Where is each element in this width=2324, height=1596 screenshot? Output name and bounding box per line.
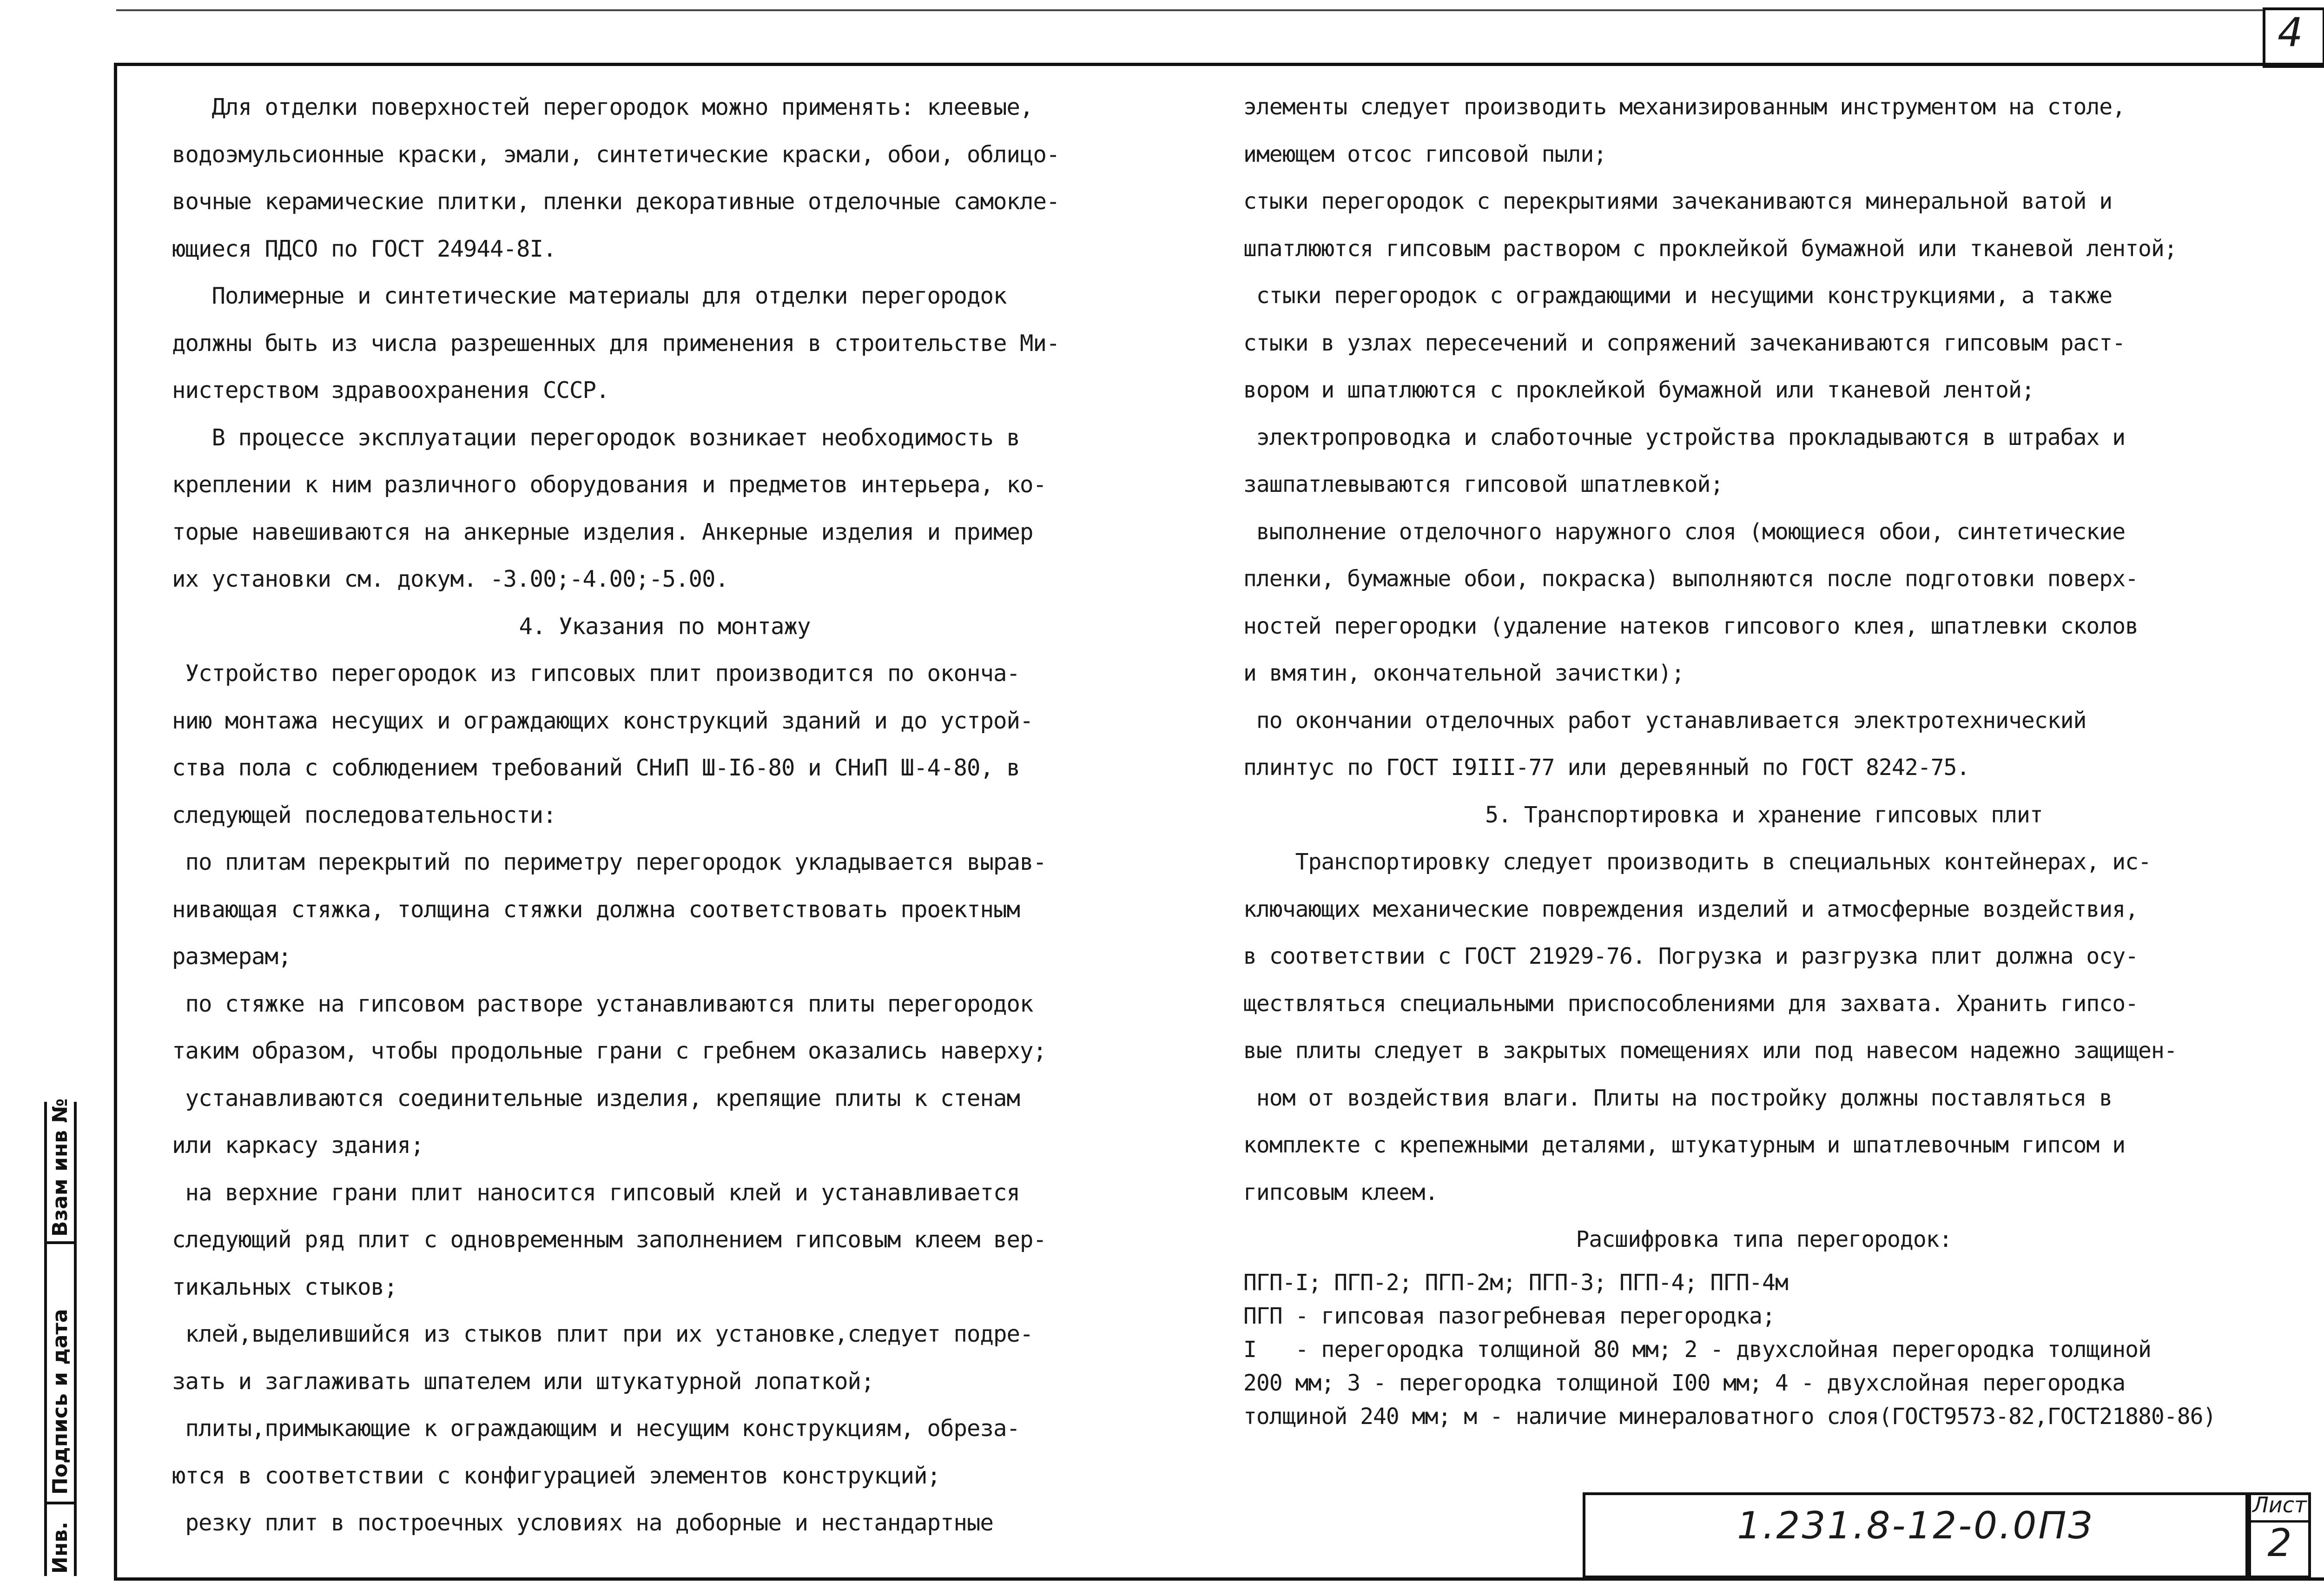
text-line: в соответствии с ГОСТ 21929-76. Погрузка и разгрузка плит должна осу-	[1243, 943, 2138, 969]
text-line: нивающая стяжка, толщина стяжки должна соответствовать проектным	[172, 896, 1020, 923]
text-line: следующей последовательности:	[172, 801, 556, 828]
text-line: вором и шпатлюются с проклейкой бумажной или тканевой лентой;	[1243, 377, 2034, 403]
text-line: шпатлюются гипсовым раствором с проклейкой бумажной или тканевой лентой;	[1243, 235, 2177, 262]
legend-heading: Расшифровка типа перегородок:	[1576, 1226, 1952, 1252]
text-line: или каркасу здания;	[172, 1132, 424, 1159]
legend-line: 200 мм; 3 - перегородка толщиной I00 мм; 4 - двухслойная перегородка	[1243, 1370, 2126, 1396]
text-line: гипсовым клеем.	[1243, 1179, 1438, 1205]
top-border-line	[116, 9, 2264, 11]
text-line: зать и заглаживать шпателем или штукатурной лопаткой;	[172, 1368, 874, 1395]
text-line: ностей перегородки (удаление натеков гипсового клея, шпатлевки сколов	[1243, 613, 2138, 639]
text-line: имеющем отсос гипсовой пыли;	[1243, 141, 1607, 167]
text-line: ществляться специальными приспособлениями для захвата. Хранить гипсо-	[1243, 990, 2138, 1017]
text-line: выполнение отделочного наружного слоя (моющиеся обои, синтетические	[1243, 518, 2126, 545]
text-line: вочные керамические плитки, пленки декоративные отделочные самокле-	[172, 188, 1060, 215]
text-line: Транспортировку следует производить в специальных контейнерах, ис-	[1243, 849, 2151, 875]
text-line: ключающих механические повреждения изделий и атмосферные воздействия,	[1243, 896, 2138, 922]
text-line: по окончании отделочных работ устанавливается электротехнический	[1243, 707, 2086, 734]
stamp-divider	[47, 1502, 74, 1504]
text-line: стыки перегородок с ограждающими и несущими конструкциями, а также	[1243, 283, 2113, 309]
text-line: ющиеся ПДСО по ГОСТ 24944-8I.	[172, 235, 556, 262]
text-line: плинтус по ГОСТ I9III-77 или деревянный по ГОСТ 8242-75.	[1243, 755, 1970, 781]
text-line: Для отделки поверхностей перегородок можно применять: клеевые,	[172, 94, 1033, 120]
text-line: торые навешиваются на анкерные изделия. Анкерные изделия и пример	[172, 518, 1033, 545]
legend-line: ПГП-I; ПГП-2; ПГП-2м; ПГП-3; ПГП-4; ПГП-4м	[1243, 1270, 1788, 1296]
text-line: устанавливаются соединительные изделия, крепящие плиты к стенам	[172, 1085, 1020, 1112]
text-line: водоэмульсионные краски, эмали, синтетические краски, обои, облицо-	[172, 141, 1060, 168]
stamp-divider	[47, 1241, 74, 1244]
stamp-replace-label: Взам инв №	[48, 1098, 72, 1237]
text-line: креплении к ним различного оборудования и предметов интерьера, ко-	[172, 471, 1047, 498]
stamp-signature-label: Подпись и дата	[48, 1309, 72, 1495]
text-line: ются в соответствии с конфигурацией элементов конструкций;	[172, 1462, 941, 1489]
text-line: нию монтажа несущих и ограждающих конструкций зданий и до устрой-	[172, 707, 1033, 734]
corner-page-number: 4	[2278, 9, 2303, 56]
text-line: на верхние грани плит наносится гипсовый клей и устанавливается	[172, 1179, 1020, 1206]
text-line: по стяжке на гипсовом растворе устанавливаются плиты перегородок	[172, 990, 1033, 1017]
text-line: и вмятин, окончательной зачистки);	[1243, 660, 1684, 686]
text-line: пленки, бумажные обои, покраска) выполняются после подготовки поверх-	[1243, 566, 2138, 592]
text-line: их установки см. докум. -3.00;-4.00;-5.00.	[172, 566, 729, 592]
text-line: по плитам перекрытий по периметру перегородок укладывается вырав-	[172, 849, 1047, 875]
text-line: вые плиты следует в закрытых помещениях или под навесом надежно защищен-	[1243, 1038, 2177, 1064]
text-line: размерам;	[172, 943, 291, 970]
section-heading: 5. Транспортировка и хранение гипсовых плит	[1485, 801, 2043, 828]
legend-line: ПГП - гипсовая пазогребневая перегородка;	[1243, 1303, 1775, 1329]
legend-line: I - перегородка толщиной 80 мм; 2 - двухслойная перегородка толщиной	[1243, 1337, 2151, 1363]
text-line: Устройство перегородок из гипсовых плит производится по оконча-	[172, 660, 1020, 687]
text-line: ном от воздействия влаги. Плиты на постройку должны поставляться в	[1243, 1085, 2113, 1111]
legend-line: толщиной 240 мм; м - наличие минераловатного слоя(ГОСТ9573-82,ГОСТ21880-86)	[1243, 1404, 2216, 1430]
text-line: резку плит в построечных условиях на доборные и нестандартные	[172, 1510, 994, 1536]
text-line: должны быть из числа разрешенных для применения в строительстве Ми-	[172, 330, 1060, 357]
text-line: ства пола с соблюдением требований СНиП Ш-I6-80 и СНиП Ш-4-80, в	[172, 755, 1020, 781]
text-line: электропроводка и слаботочные устройства прокладываются в штрабах и	[1243, 424, 2126, 450]
text-line: Полимерные и синтетические материалы для отделки перегородок	[172, 283, 1007, 309]
sheet-label: Лист	[2251, 1492, 2308, 1523]
section-heading: 4. Указания по монтажу	[519, 613, 811, 640]
legend-block	[1243, 1266, 2284, 1433]
text-line: плиты,примыкающие к ограждающим и несущим конструкциям, обреза-	[172, 1415, 1020, 1442]
text-line: стыки перегородок с перекрытиями зачеканиваются минеральной ватой и	[1243, 188, 2113, 214]
text-line: таким образом, чтобы продольные грани с гребнем оказались наверху;	[172, 1038, 1047, 1064]
text-line: стыки в узлах пересечений и сопряжений зачеканиваются гипсовым раст-	[1243, 330, 2126, 356]
text-line: В процессе эксплуатации перегородок возникает необходимость в	[172, 424, 1020, 451]
text-line: нистерством здравоохранения СССР.	[172, 377, 609, 404]
left-text-column	[172, 84, 1157, 1547]
stamp-inv-label: Инв.	[48, 1522, 72, 1574]
text-line: тикальных стыков;	[172, 1273, 397, 1300]
text-line: элементы следует производить механизированным инструментом на столе,	[1243, 94, 2126, 120]
text-line: следующий ряд плит с одновременным заполнением гипсовым клеем вер-	[172, 1226, 1047, 1253]
text-line: комплекте с крепежными деталями, штукатурным и шпатлевочным гипсом и	[1243, 1132, 2126, 1158]
text-line: клей,выделившийся из стыков плит при их установке,следует подре-	[172, 1321, 1033, 1347]
right-text-column	[1243, 84, 2284, 1264]
document-code: 1.231.8-12-0.0ПЗ	[1737, 1504, 2094, 1547]
text-line: зашпатлевываются гипсовой шпатлевкой;	[1243, 471, 1723, 497]
sheet-number: 2	[2267, 1521, 2292, 1565]
